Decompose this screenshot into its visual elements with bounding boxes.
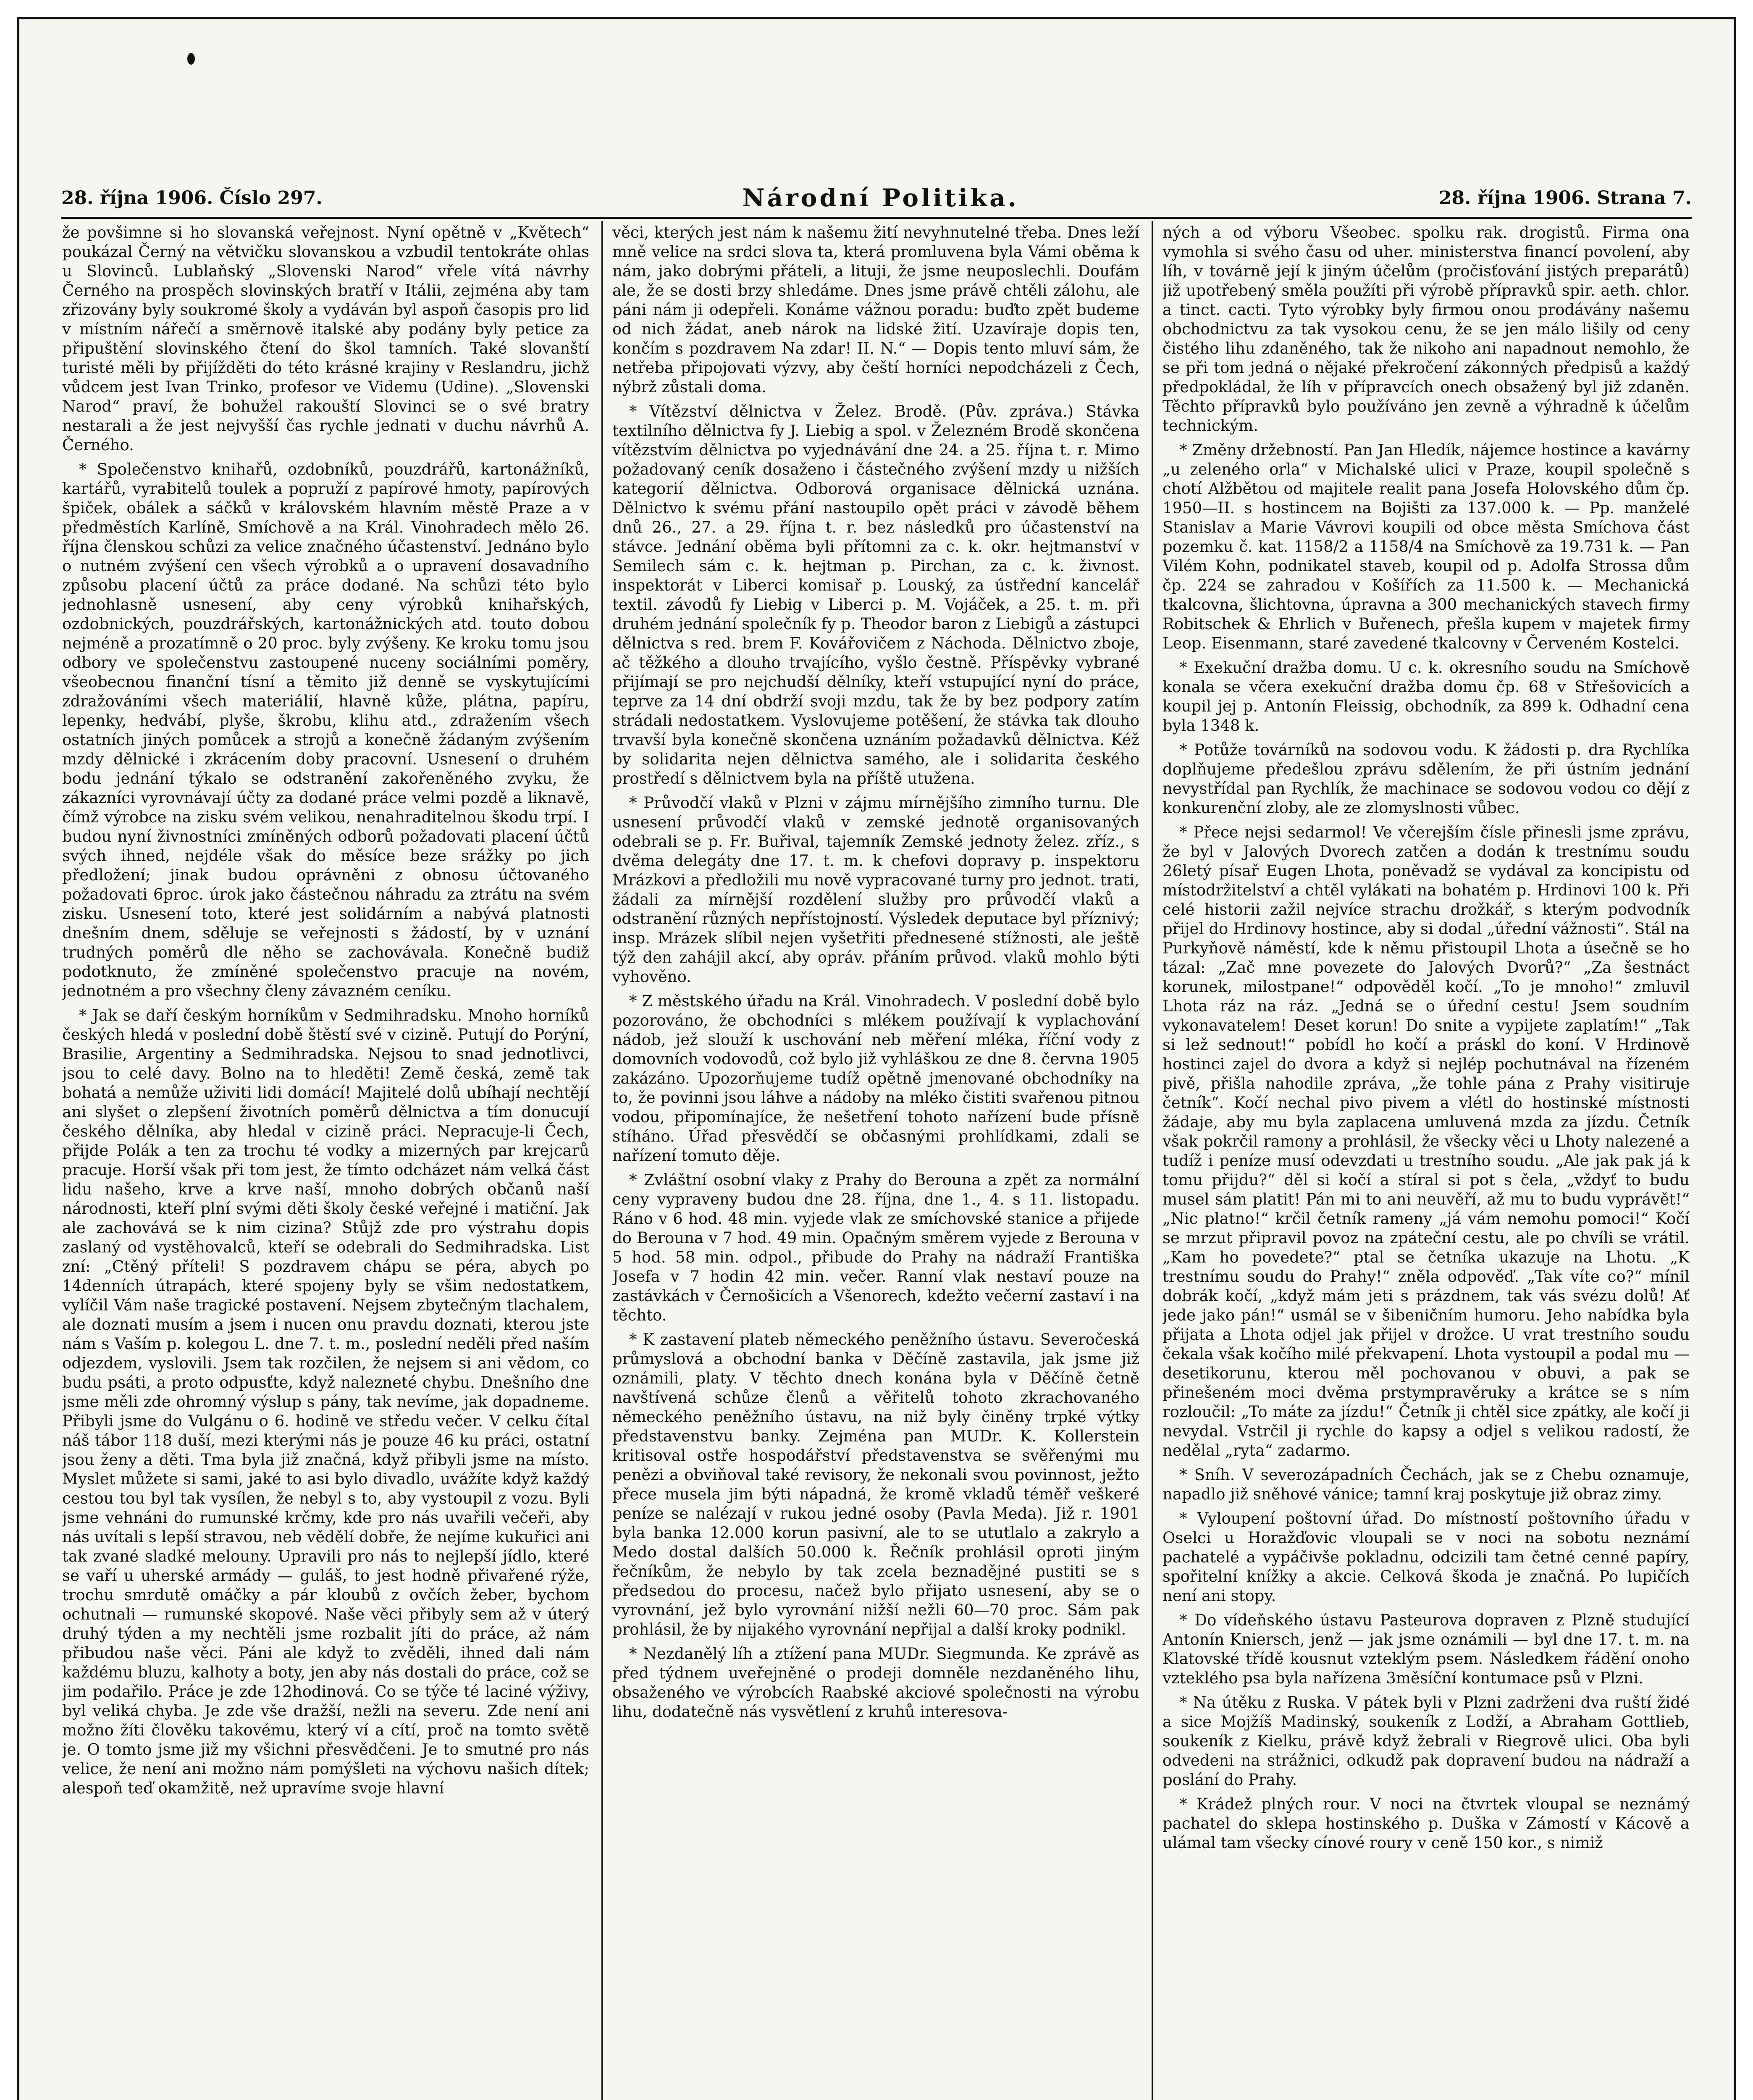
page-header bbox=[61, 181, 1692, 215]
article-paragraph: * Potůže továrníků na sodovou vodu. K žádosti p. dra Rychlíka doplňujeme předešlou zprávu sdělením, že při ústním jednání nevystřídal pan Rychlík, že machinace se sodovou vodou co dějí z konkurenční zloby, ale ze zlomyslnosti vůbec. bbox=[1163, 741, 1690, 817]
article-paragraph: * Průvodčí vlaků v Plzni v zájmu mírnějšího zimního turnu. Dle usnesení průvodčí vlaků v zemské jednotě organisovaných odebrali se p. Fr. Buřival, tajemník Zemské jednoty želez. zříz., s dvěma delegáty dne 17. t. m. k chefovi dopravy p. inspektoru Mrázkovi a předložili mu nově vypracované turny pro jednot. trati, žádali za mírnější rozdělení služby pro průvodčí vlaků a odstranění různých nepřístojností. Výsledek deputace byl příznivý; insp. Mrázek slíbil nejen vyšetřiti přednesené stížnosti, ale ještě týž den zahájil akcí, aby opráv. přáním průvod. vlaků mohlo býti vyhověno. bbox=[612, 794, 1139, 986]
newspaper-page bbox=[17, 17, 1736, 2100]
article-paragraph: * Změny držebností. Pan Jan Hledík, nájemce hostince a kavárny „u zeleného orla“ v Michalské ulici v Praze, koupil společně s chotí Alžbětou od majitele realit pana Josefa Holovského dům čp. 1950—II. s hostincem na Bojišti za 137.000 k. — Pp. manželé Stanislav a Marie Vávrovi koupili od obce města Smíchova část pozemku č. kat. 1158/2 a 1158/4 na Smíchově za 19.731 k. — Pan Vilém Kohn, podnikatel staveb, koupil od p. Adolfa Strossa dům čp. 224 se zahradou v Košířích za 11.500 k. — Mechanická tkalcovna, šlichtovna, úpravna a 300 mechanických stavech firmy Robitschek & Ehrlich v Buřenech, přešla kupem v majetek firmy Leop. Eisenmann, staré zavedené tkalcovny v Červeném Kostelci. bbox=[1163, 441, 1690, 652]
article-paragraph: * Na útěku z Ruska. V pátek byli v Plzni zadrženi dva ruští židé a sice Mojžíš Madinský, soukeník z Lodží, a Abraham Gottlieb, soukeník z Kielku, právě když žebrali v Riegrově ulici. Oba byli odvedeni na strážnici, odkudž pak dopravení budou na nádraží a poslání do Prahy. bbox=[1163, 1693, 1690, 1789]
masthead-title: Národní Politika. bbox=[742, 184, 1019, 212]
article-paragraph: * Z městského úřadu na Král. Vinohradech. V poslední době bylo pozorováno, že obchodníci s mlékem používají k vyplachování nádob, jež slouží k uschování neb měření mléka, říční vody z domovních vodovodů, což bylo již vyhláškou ze dne 8. června 1905 zakázáno. Upozorňujeme tudíž opětně jmenované obchodníky na to, že povinni jsou láhve a nádoby na mléko čistiti svařenou pitnou vodou, připomínajíce, že nešetření tohoto nařízení bude přísně stíháno. Úřad přesvědčí se občasnými prohlídkami, zdali se nařízení tomuto děje. bbox=[612, 992, 1139, 1165]
article-paragraph: * K zastavení plateb německého peněžního ústavu. Severočeská průmyslová a obchodní banka v Děčíně zastavila, jak jsme již oznámili, platy. V těchto dnech konána byla v Děčíně četně navštívená schůze členů a věřitelů tohoto zkrachovaného německého peněžního ústavu, na niž byly činěny trpké výtky představenstvu banky. Zejména pan MUDr. K. Kollerstein kritisoval ostře hospodářství představenstva se svěřenými mu penězi a obviňoval také revisory, že nekonali svou povinnost, ježto přece musela jim býti nápadná, že kromě vkladů téměř veškeré peníze se nalézají v rukou jedné osoby (Pavla Meda). Již r. 1901 byla banka 12.000 korun pasivní, ale to se ututlalo a zakrylo a Medo dostal dalších 50.000 k. Řečník prohlásil oproti jiným řečníkům, že nebylo by tak zcela beznadějné pustiti se s předsedou do procesu, načež bylo přijato usnesení, aby se o vyrovnání, jež bylo vyrovnání nižší nežli 60—70 proc. Sám pak prohlásil, že by nijakého vyrovnání nepřijal a další kroky podnikl. bbox=[612, 1331, 1139, 1638]
article-paragraph: * Do vídeňského ústavu Pasteurova dopraven z Plzně studující Antonín Kniersch, jenž — jak jsme oznámili — byl dne 17. t. m. na Klatovské třídě kousnut vzteklým psem. Následkem řádění onoho vzteklého psa byla nařízena 3měsíční kontumace psů v Plzni. bbox=[1163, 1611, 1690, 1687]
article-paragraph: * Zvláštní osobní vlaky z Prahy do Berouna a zpět za normální ceny vypraveny budou dne 28. října, dne 1., 4. s 11. listopadu. Ráno v 6 hod. 48 min. vyjede vlak ze smíchovské stanice a přijede do Berouna v 7 hod. 49 min. Opačným směrem vyjede z Berouna v 5 hod. 58 min. odpol., přibude do Prahy na nádraží Františka Josefa v 7 hodin 42 min. večer. Ranní vlak nestaví pouze na zastávkách v Černošicích a Všenorech, kdežto večerní zastaví i na těchto. bbox=[612, 1171, 1139, 1324]
column-1 bbox=[62, 223, 589, 2100]
article-paragraph: * Vyloupení poštovní úřad. Do místností poštovního úřadu v Oselci u Horažďovic vloupali se v noci na sobotu neznámí pachatelé a vypáčivše pokladnu, odcizili tam četné cenné papíry, spořitelní knížky a akcie. Celková škoda je značná. Po lupičích není ani stopy. bbox=[1163, 1509, 1690, 1605]
article-paragraph: že povšimne si ho slovanská veřejnost. Nyní opětně v „Květech“ poukázal Černý na větvičku slovanskou a vzbudil tentokráte ohlas u Slovinců. Lublaňský „Slovenski Narod“ vřele vítá návrhy Černého na prospěch slovinských bratří v Itálii, zejména aby tam zřizovány byly soukromé školy a vydáván byl aspoň časopis pro lid v místním nářečí a směrnově italské aby podány byly petice za připuštění slovinského čtení do škol tamních. Také slovanští turisté měli by přijížděti do této krásné krajiny v Reslandru, jichž vůdcem jest Ivan Trinko, profesor ve Videmu (Udine). „Slovenski Narod“ praví, že bohužel rakouští Slovinci se o své bratry nestarali a že jest nejvyšší čas rychle jednati v duchu návrhů A. Černého. bbox=[62, 223, 589, 454]
article-paragraph: věci, kterých jest nám k našemu žití nevyhnutelné třeba. Dnes leží mně velice na srdci slova ta, která promluvena byla Vámi oběma k nám, jako dobrými přáteli, a lituji, že jsme neuposlechli. Doufám ale, že se dosti brzy shledáme. Dnes jsme právě chtěli zálohu, ale páni nám ji odepřeli. Konáme vážnou poradu: buďto zpět budeme od nich žádat, aneb nárok na lidské žití. Uzavíraje dopis ten, končím s pozdravem Na zdar! II. N.“ — Dopis tento mluví sám, že netřeba připojovati výzvy, aby čeští horníci nepodcházeli z Čech, nýbrž zůstali doma. bbox=[612, 223, 1139, 396]
article-paragraph: * Vítězství dělnictva v Želez. Brodě. (Pův. zpráva.) Stávka textilního dělnictva fy J. Liebig a spol. v Železném Brodě skončena vítězstvím dělnictva po vyjednávání dne 24. a 25. října t. r. Mimo požadovaný ceník dosaženo i částečného zvýšení mzdy u nižších kategorií dělnictva. Odborová organisace dělnická uznána. Dělnictvo k svému přání nastoupilo opět práci v závodě během dnů 26., 27. a 29. října t. r. bez následků pro účastenství na stávce. Jednání oběma byli přítomni za c. k. okr. hejtmanství v Semilech sám c. k. hejtman p. Pirchan, za c. k. živnost. inspektorát v Liberci komisař p. Louský, za ústřední kancelář textil. závodů fy Liebig v Liberci p. M. Vojáček, a 25. t. m. při druhém jednání společník fy p. Theodor baron z Liebigů a zástupci dělnictva s red. brem F. Kovářovičem z Náchoda. Dělnictvo zboje, ač těžkého a dlouho trvajícího, vyšlo čestně. Příspěvky vybrané přijímají se pro nejchudší dělníky, kteří vstupující nyní do práce, teprve za 14 dní obdrží svoji mzdu, tak že by bez podpory zatím strádali nedostatkem. Vyslovujeme potěšení, že stávka tak dlouho trvavší byla konečně skončena uznáním požadavků dělnictva. Kéž by solidarita nejen dělnictva samého, ale i solidarita českého prostředí s dělnictvem byla na příště utužena. bbox=[612, 402, 1139, 788]
ink-spot bbox=[187, 53, 195, 65]
article-paragraph: * Sníh. V severozápadních Čechách, jak se z Chebu oznamuje, napadlo již sněhové vánice; tamní kraj poskytuje již obraz zimy. bbox=[1163, 1466, 1690, 1503]
article-paragraph: * Krádež plných rour. V noci na čtvrtek vloupal se neznámý pachatel do sklepa hostinského p. Duška v Zámostí v Kácově a ulámal tam všecky cínové roury v ceně 150 kor., s nimiž bbox=[1163, 1795, 1690, 1852]
article-paragraph: * Exekuční dražba domu. U c. k. okresního soudu na Smíchově konala se včera exekuční dražba domu čp. 68 v Střešovicích a koupil jej p. Antonín Fleissig, obchodník, za 899 k. Odhadní cena byla 1348 k. bbox=[1163, 659, 1690, 735]
article-paragraph: ných a od výboru Všeobec. spolku rak. drogistů. Firma ona vymohla si svého času od uher. ministerstva financí povolení, aby líh, v továrně její k jiným účelům (pročisťování jistých preparátů) již upotřebený směla použíti při výrobě přípravků spir. aeth. chlor. a tinct. cacti. Tyto výrobky byly firmou onou prodávány našemu obchodnictvu za tak vysokou cenu, že se jen málo lišily od ceny čistého lihu zdaněného, tak že nikoho ani napadnout nemohlo, že se při tom jedná o nějaké překročení zákonných předpisů a každý předpokládal, že líh v přípravcích onech obsažený byl již zdaněn. Těchto přípravků bylo používáno jen zevně a výhradně k účelům technickým. bbox=[1163, 223, 1690, 435]
header-rule bbox=[61, 217, 1692, 219]
header-left: 28. října 1906. Číslo 297. bbox=[61, 187, 323, 209]
header-right: 28. října 1906. Strana 7. bbox=[1438, 187, 1692, 209]
article-paragraph: * Nezdanělý líh a ztížení pana MUDr. Siegmunda. Ke zprávě as před týdnem uveřejněné o prodeji domněle nezdaněného lihu, obsaženého ve výrobcích Raabské akciové společnosti na výrobu lihu, dodatečně nás vysvětlení z kruhů interesova- bbox=[612, 1645, 1139, 1721]
article-paragraph: * Jak se daří českým horníkům v Sedmihradsku. Mnoho horníků českých hledá v poslední době štěstí své v cizině. Putují do Porýní, Brasilie, Argentiny a Sedmihradska. Nejsou to snad jednotlivci, jsou to celé davy. Bolno na to hleděti! Země česká, země tak bohatá a nemůže uživiti lidi domácí! Majitelé dolů ubíhají nechtějí ani slyšet o zlepšení životních poměrů dělnictva a tím donucují českého dělníka, aby hledal v cizině práci. Nepracuje-li Čech, přijde Polák a ten za trochu té vodky a mizerných par krejcarů pracuje. Horší však při tom jest, že tímto odcházet nám velká část lidu našeho, krve a krve naší, mnoho dobrých občanů naší národnosti, kteří plní svými děti školy české veřejné i matiční. Jak ale zachovává se k nim cizina? Stůjž zde pro výstrahu dopis zaslaný od vystěhovalců, kteří se odebrali do Sedmihradska. List zní: „Ctěný příteli! S pozdravem chápu se péra, abych po 14denních útrapách, které spojeny byly se všim nedostatkem, vylíčil Vám naše tragické postavení. Nejsem zbytečným tlachalem, ale doznati musím a jsem i nucen onu pravdu doznati, kterou jste nám s Vaším p. kolegou L. dne 7. t. m., poslední neděli před naším odjezdem, vyslovili. Jsem tak rozčilen, že nejsem si ani vědom, co budu psáti, a proto odpusťte, když nalezneté chybu. Dnešního dne jsme měli zde ohromný výslup s pány, tak nevíme, jak dopadneme. Přibyli jsme do Vulgánu o 6. hodině ve středu večer. V celku čítal náš tábor 118 duší, mezi kterými nás je pouze 46 ku práci, ostatní jsou ženy a děti. Tma byla již značná, když přibyli jsme na místo. Myslet můžete si sami, jaké to asi bylo divadlo, uvážíte když každý cestou tou byl tak vysílen, že nebyl s to, aby vystoupil z vozu. Byli jsme vehnáni do rumunské krčmy, kde pro nás uvařili večeři, aby nás uvítali s lepší stravou, neb vědělí dobře, že nejíme kukuřici ani tak zvané sladké melouny. Upravili pro nás to nejlepší jídlo, které se vaří u uherské armády — guláš, to jest hodně přivařené rýže, trochu smrdutě omáčky a pár kloubů z ovčích žeber, bychom ochutnali — rumunské skopové. Naše věci přibyly sem až v úterý druhý týden a my nechtěli jsme rozbalit jíti do práce, až nám přibudou naše věci. Páni ale když to zvěděli, ihned dali nám každému bluzu, kalhoty a boty, jen aby nás dostali do práce, což se jim podařilo. Práce je zde 12hodinová. Co se týče té laciné výživy, byl veliká chyba. Je zde vše dražší, nežli na severu. Zde není ani možno žíti člověku takovému, který ví a cítí, proč na tomto světě je. O tomto jsme již my všichni přesvědčeni. Je to smutné pro nás velice, že není ani možno nám pomýšleti na výchovu našich dítek; alespoň teď okamžitě, než upravíme svoje hlavní bbox=[62, 1006, 589, 1797]
article-paragraph: * Přece nejsi sedarmol! Ve včerejším čísle přinesli jsme zprávu, že byl v Jalových Dvorech zatčen a dodán k trestnímu soudu 26letý písař Eugen Lhota, poněvadž se vydával za koncipistu od místodržitelství a chtěl vylákati na bohatém p. Hrdinovi 100 k. Při celé historii zažil nejvíce strachu drožkář, s kterým podvodník přijel do Hrdinovy hostince, aby si dodal „úřední vážnosti“. Stál na Purkyňově náměstí, kde k němu přistoupil Lhota a úsečně se ho tázal: „Zač mne povezete do Jalových Dvorů?“ „Za šestnáct korunek, milostpane!“ odpověděl kočí. „To je mnoho!“ zmluvil Lhota ráz na ráz. „Jedná se o úřední cestu! Jsem soudním vykonavatelem! Deset korun! Do snite a vypijete zaplatím!“ „Tak si lež sednout!“ pobídl ho kočí a práskl do koní. V Hrdinově hostinci zajel do dvora a když si nejlép pochutnával na řízeném pivě, přišla nahodile zpráva, „že tohle pána z Prahy visitiruje četník“. Kočí nechal pivo pivem a vlétl do hostinské místnosti žádaje, aby mu byla zaplacena umluvená mzda za jízdu. Četník však pokrčil ramony a prohlásil, že všecky věci u Lhoty nalezené a tudíž i peníze musí odevzdati u trestního soudu. „Ale jak pak já k tomu přijdu?“ děl si kočí a stíral si pot s čela, „vždyť to budu musel sám platit! Pán mi to ani neuvěří, až mu to budu vyprávět!“ „Nic platno!“ krčil četník rameny „já vám nemohu pomoci!“ Kočí se mrzut připravil povoz na zpáteční cestu, ale po chvíli se vrátil. „Kam ho povedete?“ ptal se četníka ukazuje na Lhotu. „K trestnímu soudu do Prahy!“ zněla odpověď. „Tak víte co?“ mínil dobrák kočí, „když mám jeti s prázdnem, tak vás svézu dolů! Ať jede jako pán!“ usmál se v šibeničním humoru. Jeho nabídka byla přijata a Lhota odjel jak přijel v drožce. U vrat trestního soudu čekala však kočího milé překvapení. Lhota vystoupil a podal mu — desetikorunu, kterou měl pochovanou v obuvi, a pak se přinešeném moci dvěma prstympravěruky a krátce se s ním rozloučil: „To máte za jízdu!“ Četník ji chtěl sice zpátky, ale kočí ji nevydal. Vstrčil ji rychle do kapsy a odjel s velikou radostí, že nedělal „ryta“ zadarmo. bbox=[1163, 823, 1690, 1460]
column-3 bbox=[1163, 223, 1690, 2100]
column-divider bbox=[601, 221, 603, 2100]
article-paragraph: * Společenstvo knihařů, ozdobníků, pouzdrářů, kartonážníků, kartářů, vyrabitelů toulek a popruží z papírové hmoty, papírových špiček, obálek a sáčků v královském hlavním městě Praze a v předměstích Karlíně, Smíchově a na Král. Vinohradech mělo 26. října členskou schůzi za velice značného účastenství. Jednáno bylo o nutném zvýšení cen všech výrobků a o upravení dosavadního způsobu placení účtů za práce dodané. Na schůzi této bylo jednohlasně usnesení, aby ceny výrobků knihařských, ozdobnických, pouzdrářských, kartonážnických atd. touto dobou nejméně a prozatímně o 20 proc. byly zvýšeny. Ke kroku tomu jsou odbory ve společenstvu zastoupené nuceny sociálními poměry, všeobecnou finanční tísní a těmito již denně se vyskytujícími zdražováními všech materiálií, hlavně kůže, plátna, papíru, lepenky, hedvábí, plyše, škrobu, klihu atd., zdražením všech ostatních jiných pomůcek a strojů a konečně žádaným zvýšením mzdy dělnické i zkrácením doby pracovní. Usnesení o druhém bodu jednání týkalo se odstranění zakořeněného zvyku, že zákazníci vyrovnávají účty za dodané práce velmi pozdě a liknavě, čímž výrobce na zisku svém velikou, nenahraditelnou škodu trpí. I budou nyní živnostníci zmíněných odborů požadovati placení účtů svých ihned, nejdéle však do měsíce beze srážky po jich předložení; jinak budou oprávněni z obnosu účtovaného požadovati 6proc. úrok jako částečnou náhradu za ztrátu na svém zisku. Usnesení toto, které jest solidárním a nabývá platnosti dnešním dnem, sděluje se veřejnosti s žádostí, by v uznání trudných poměrů dle něho se zachovávala. Konečně budiž podotknuto, že zmíněné společenstvo pracuje na novém, jednotném a pro všechny členy závazném ceníku. bbox=[62, 460, 589, 1000]
column-2 bbox=[612, 223, 1139, 2100]
column-divider bbox=[1152, 221, 1153, 2100]
